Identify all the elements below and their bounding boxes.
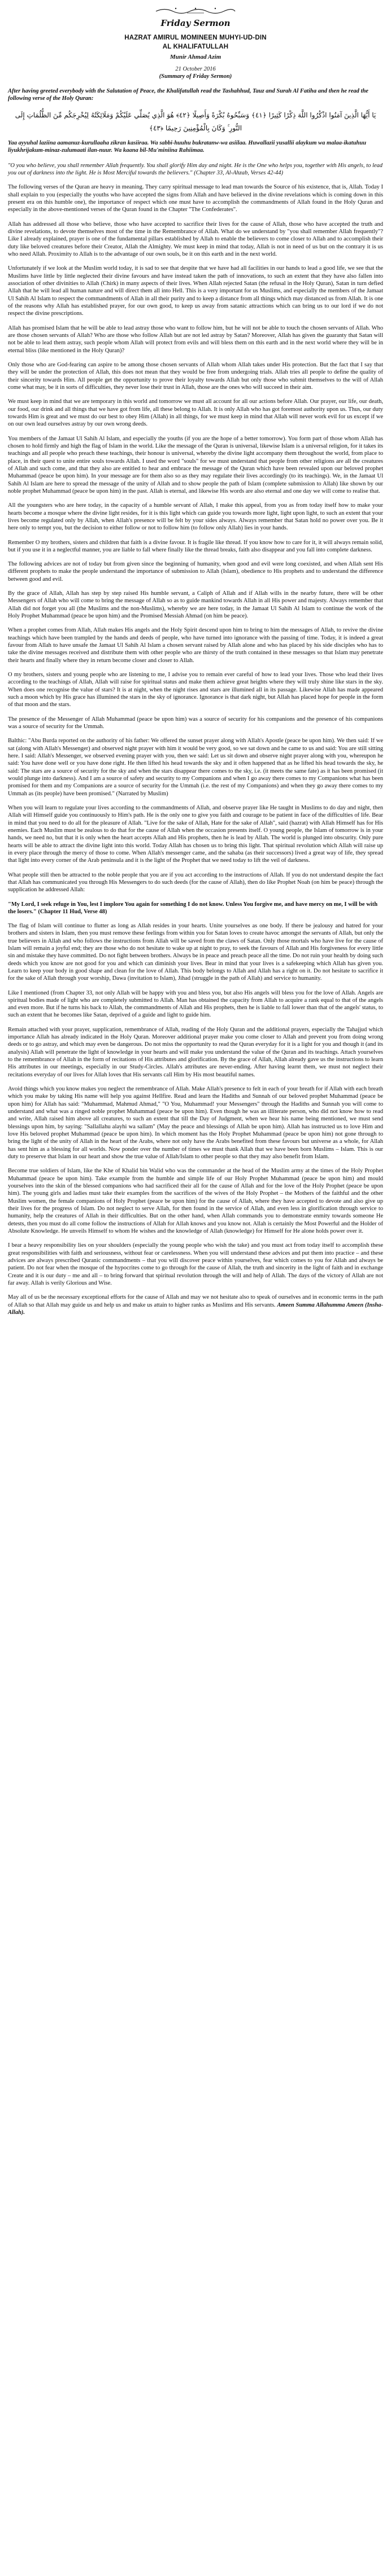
calligraphy-ornament-icon [153, 6, 238, 14]
verse-translation: "O you who believe, you shall remember Allah frequently. You shall glorify Him day and night. He is the One who helps you, together with His angels, to lead you out of darkness into the light. He is Most Merciful towards the believers." (Chapter 33, Al-Ahzab, Verses 42-44) [8, 163, 383, 177]
paragraph: When a prophet comes from Allah, Allah makes His angels and the Holy Spirit descend upon him to bring to him the messages of Allah, to revive the divine teachings which have been trampled by the hands and deeds of people, who have turned into ignorance with the passing of time. Today, it is indeed a great favour from Allah to have unsafe the Jamaat Ul Sahih Al Islam a chosen servant raised by Allah alone and who has placed by his side disciples who has to take the divine messages received and distribute them with other people who are thirsty of the truth contained in these messages so that Islam may penetrate their hearts and finally where they in return become closer and closer to Allah. [8, 627, 383, 664]
paragraph: Unfortunately if we look at the Muslim world today, it is sad to see that despite that we have had all facilities in our hands to lead a good life, we see that the Muslims have little by little neglected their divine favours and have instead taken the path of innovations, to such an extent that they have also fallen into association of other divinities to Allah (Chirk) in many aspects of their lives. When Allah rejected Satan (the refusal in the Holy Quran), Satan in turn defied Allah that he will lead all human nature and will direct them all into Hell. This is a very important for us Muslims, and especially the members of the Jamaat Ul Sahih Al Islam to respect the commandments of Allah in all their purity and to keep a distance from all things which may distanced us from Allah. It is one of the reasons why Allah has established prayer, for our own good, to keep us away from satanic attractions which can bring us to our lord if we do not respect the divine prescriptions. [8, 265, 383, 317]
page-title-line-1: HAZRAT AMIRUL MOMINEEN MUHYI-UD-DIN [124, 34, 267, 41]
paragraph: Remember O my brothers, sisters and children that faith is a divine favour. It is fragile like thread. If you know how to care for it, it will always remain solid, but if you use it in a neglectful manner, you are liable to fall where finally like the thread breaks, faith also disappear and you fall into complete darkness. [8, 539, 383, 553]
paragraph: Become true soldiers of Islam, like the Khe of Khalid bin Walid who was the commander at the head of the Muslim army at the times of the Holy Prophet Muhammad (peace be upon him). Take example from the humble and simple life of our Holy Prophet Muhammad (peace be upon him) and mould yourselves into the skin of the blessed companions who had sacrificed their all for the cause of Allah and for the love of the Holy Prophet (peace be upon him). The young girls and ladies must take their examples from the sacrifices of the wives of the Holy Prophet – the Mothers of the faithful and the other Muslim women, the female companions of Holy Prophet (peace be upon him) for the cause of Allah, where they have accepted to devote and also give up their lives for the progress of Islam. Do not neglect to serve Allah, for then found in the service of Allah, and even less in glorification through service to humanity, help the creatures of Allah in their difficulties. But on the other hand, when Allah commands you to demonstrate enmity towards someone He detests, then you must do all come follow the instructions of Allah for Allah knows and you know not. Allah is certainly the Most Powerful and the Holder of Absolute Knowledge. He unveils Himself to whom He wishes and the knowledge of Allah (knowledge) for Himself for He alone holds power over it. [8, 1168, 383, 1235]
closing-paragraph [8, 1294, 383, 1316]
summary-note: (Summary of Friday Sermon) [159, 73, 232, 80]
paragraph: Allah has promised Islam that he will be able to lead astray those who want to follow him, but he will not be able to touch the chosen servants of Allah. Who are those chosen servants of Allah? Who are those who follow Allah but are not led astray by Satan? Moreover, Allah has given the guaranty that Satan will not be able to lead them astray, such people whom Allah will protect from evils and will bless them on this earth and in the next world where they will be in eternal bliss (like mentioned in the Holy Quran)? [8, 325, 383, 354]
paragraph: O my brothers, sisters and young people who are listening to me, I advise you to remain ever careful of how to lead your lives. Those who lead their lives according to the teachings of Allah, Allah will raise for spiritual status and make them achieve great heights where they will truly shine like stars in the sky. When does one recognise the value of stars? It is at night, when the night rises and stars are illumined all in its passage. Likewise Allah has made appeared such a moon which by His grace has illumined the stars in the sky of ignorance. Ignorance is that dark night, but Allah has placed hope for people in the form of that moon and the stars. [8, 672, 383, 708]
author-name: Munir Ahmad Azim [170, 54, 221, 61]
sermon-body-continued [8, 922, 383, 1287]
verse-transliteration: Yaa ayyuhal laziina aamanuz-kurullaaha zikran kasiiraa. Wa sabbi-huuhu bukratanw-wa asiilaa. Huwallazii yusallii alaykum wa malaa-ikatuhuu liyukhrijakum-minaz-zulumaati ilan-nuur. Wa kaana bil-Mu'miniina Rahiimaa. [8, 139, 367, 154]
paragraph: The following advices are not of today but from given since the beginning of humanity, when good and evil were long coexisted, and when Allah sent His different prophets to make the people understand the importance of submission to Allah (Islam), obedience to His prophets and to understand the difference between good and evil. [8, 561, 383, 582]
closing-ameen: Ameen Summa Allahumma Ameen (Insha-Allah). [8, 1302, 384, 1316]
paragraph: Remain attached with your prayer, supplication, remembrance of Allah, reading of the Holy Quran and the additional prayers, especially the Tahajjud which importance Allah has already indicated in the Holy Quran. Moreover additional prayer make you come closer to Allah and prevent you from doing wrong deeds or to go astray, and which may even be dangerous. Do not miss the opportunity to read the Quran everyday for it is a light for you and though it (and its analysis) Allah will penetrate the light of knowledge in your hearts and will make you understand the value of the Quran and its teachings. Attach yourselves to the remembrance of Allah in the form of recitations of His attributes and glorification. By the grace of Allah, Allah already gave us the instructions to learn His attributes in our meetings, especially in our Study-Circles. Allah's attributes are never-ending. After having learnt them, we must not neglect their recitations everyday of our lives for Allah loves that His servants call Him by His most beautiful names. [8, 1026, 383, 1078]
paragraph: The flag of Islam will continue to flutter as long as Allah resides in your hearts. Unite yourselves as one body. If there be jealousy and hatred for your brothers and sisters in Islam, then you must remove these feelings from within you for Satan loves to create havoc amongst the servants of Allah, but only the true believers in Allah and who follows the instructions from Allah will be saved from the claws of Satan. Only those mortals who have live for the cause of Islam will remain a joyful end; they are those who do not hesitate to wake up at night to pray, to seek the favours of Allah and His forgiveness for every little sin and mistake they have committed. Do not fight between brothers. Always be in peace and preach peace all the time. Do not ruin your health by doing such deeds which you know are not good for you and which can diminish your lives. Bear in mind that your lives is a safekeeping which Allah has given you. Learn to keep your body in good shape and clean for the love of Allah. This body belongs to Allah and Allah has a right on it. Do not hesitate to sacrifice it for the sake of Allah through your worship, Dawa (invitation to Islam), Jihad (struggle in the path of Allah) and service to humanity. [8, 922, 383, 982]
paragraph: The presence of the Messenger of Allah Muhammad (peace be upon him) was a source of security for his companions and the presence of his companions was a source of security for the Ummah. [8, 716, 383, 730]
paragraph: Allah has addressed all those who believe, those who have accepted to sacrifice their lives for the cause of Allah, those who have accepted the truth and divine revelations, to devote themselves most of the time in the Remembrance of Allah. What do we understand by "you shall remember Allah frequently"? Like I already explained, prayer is one of the fundamental pillars established by Allah to enable the believers to come closer to Allah and to accomplish their duty like beloved creatures before their Creator, Allah the Almighty. We must keep in mind that today, Allah is not in need of us but on the contrary it is us who need Allah. Proximity to Allah is to the advantage of our own souls, be it on this earth and in the next world. [8, 221, 383, 257]
paragraph: Only those who are God-fearing can aspire to be among those chosen servants of Allah whom Allah takes under His protection. But the fact that I say that they will be under the protection of Allah, this does not mean that they would be free from undergoing trials. Allah tries all people to define the quality of their sincerity towards Him. All people get the opportunity to prove their loyalty towards Allah but only those who submit themselves to the will of Allah come what may, be it in sorts of difficulties, they never lose their trust in Allah, those are the ones who will succeed in their aim. [8, 361, 383, 391]
paragraph: Avoid things which you know makes you neglect the remembrance of Allah. Make Allah's presence to felt in each of your breath for if Allah with each breath which you make by taking His name will help you against Hellfire. Read and learn the Hadiths and Sunnah of our beloved prophet Muhammad (peace be upon him) for Allah has said: "Muhammad, Mahmud Ahmad," "O You, Muhammad! your Messengers" through the Hadiths and Sunnah you will come to understand and what was a ringed noble prophet Muhammad (peace be upon him). Even though he was an illiterate person, who did not know how to read and write, Allah raised him above all creatures, to such an extent that till the Day of Judgment, when we hear his name being mentioned, we must send blessings upon him, by saying: "Sallallahu alayhi wa sallam" (May the peace and blessings of Allah be upon him). Allah has instructed us to love Him and love His beloved prophet Muhammad (peace be upon him). In which moment has the Holy Prophet Muhammad (peace be upon him) not gone through to bring the light of the unity of Allah in the heart of the Arabs, where not only have the Arabs benefited from these favours but universe as a whole, for Allah has sent him as a blessing for all worlds. Now ponder over the number of times we must thank Allah that we have been born Muslims – Islam. This is our duty to preserve that Islam in our heart and show the true value of Allah/Islam to other people so that they may also benefit from Islam. [8, 1086, 383, 1160]
arabic-verse: يَا أَيُّهَا الَّذِينَ آمَنُوا اذْكُرُوا اللَّهَ ذِكْرًا كَثِيرًا ﴿٤١﴾ وَسَبِّحُوهُ بُكْرَةً وَأَصِيلًا ﴿٤٢﴾ هُوَ الَّذِي يُصَلِّي عَلَيْكُمْ وَمَلَائِكَتُهُ لِيُخْرِجَكُم مِّنَ الظُّلُمَاتِ إِلَى النُّورِ ۚ وَكَانَ بِالْمُؤْمِنِينَ رَحِيمًا ﴿٤٣﴾ [15, 111, 376, 133]
page-title-line-2: AL KHALIFATULLAH [162, 43, 229, 50]
intro-paragraph: After having greeted everybody with the Salutation of Peace, the Khalifatullah read the Tashahhud, Tauz and Surah Al Fatiha and then he read the following verse of the Holy Quran: [8, 88, 368, 102]
sermon-date: 21 October 2016 [175, 66, 216, 73]
paragraph: By the grace of Allah, Allah has step by step raised His humble servant, a Caliph of Allah and if Allah wills in the nearby future, there will be other Messengers of Allah who will come to bring the message of Allah so as to guide mankind towards Allah in all His power and majesty. Always remember that Allah did not forget you all (the Muslims and the non-Muslims), whereby we are here today, in the Jamaat Ul Sahih Al Islam to continue the work of the Holy Prophet Muhammad (peace be upon him) and the Promised Messiah Ahmad (on him be peace). [8, 590, 383, 620]
paragraph: Like I mentioned (from Chapter 33, not only Allah will be happy with you and bless you, but also His angels will bless you for the love of Allah. Angels are spiritual bodies made of light who are completely submitted to Allah. Man has obtained the capacity from Allah to acquire a rank equal to that of the angels and even more. But if he turns his back to Allah, the commandments of Allah and His prophets, then he is liable to fall lower than that of the angels' status, to such an extent that he becomes like Satan, deprived of a guide and light to guide him. [8, 989, 383, 1019]
sermon-body [8, 183, 383, 893]
closing-text: May all of us be the necessary exceptional efforts for the cause of Allah and may we not hesitate also to speak of ourselves and in economic terms in the path of Allah so that Allah may guide us and help us and make us attain to higher ranks as Muslims and His servants. [8, 1294, 383, 1308]
paragraph: The following verses of the Quran are heavy in meaning. They carry spiritual message to lead man towards the Source of his existence, that is, Allah. Today I shall explain to you (especially the youths who have accepted the signs from Allah and have believed in the divine revelations which is coming down in this present era on this humble one), the importance of respect which one must have to accomplish the commandments of Allah found in the Holy Quran and especially in the above-mentioned verses of the Quran found in the Chapter "The Confederates". [8, 184, 383, 213]
sermon-label: Friday Sermon [160, 18, 231, 28]
paragraph: I bear a heavy responsibility lies on your shoulders (especially the young people who wish the take) and you must act from today itself to accomplish these great responsibilities with faith and seriousness, without fear or carelessness. When you will understand these advices and put them into practice – and these advices are always prescribed Quranic commandments – that you will discover peace within yourselves, fear which comes to you for Allah and always be patient. Do not fear when the mosque of the hypocrites come to go through for the cause of Allah, the truth and sincerity in the light of faith and in exchange Create and it is our duty – me and all – to bring forward that spiritual revolution through the will and help of Allah. The days of the victory of Allah are not far away. Allah is verily Glorious and Wise. [8, 1242, 383, 1286]
bismillah-ornament [8, 6, 383, 15]
noah-prayer-quote: "My Lord, I seek refuge in You, lest I implore You again for something I do not know. Unless You forgive me, and have mercy on me, I will be with the losers." (Chapter 11 Hud, Verse 48) [8, 901, 378, 915]
paragraph: We must keep in mind that we are temporary in this world and tomorrow we must all account for all our actions before Allah. Our prayer, our life, our death, our food, our drink and all things that we have got from life, all these belong to Allah. It is only Allah who has got foremost authority upon us. Thus, our duty towards Him is great and we must do our best to obey Him (Allah) in all things, for we must keep in mind that Allah will never work evil for us except if we on our own lead ourselves astray by our own wrong deeds. [8, 398, 383, 428]
paragraph: What people still then be attracted to the noble people that you are if you act according to the instructions of Allah. If you do not understand despite the fact that Allah has communicated you through His Messengers to do such deeds (for the cause of Allah), then do like Prophet Noah (on him be peace) through the supplication he addressed Allah: [8, 871, 383, 893]
paragraph: All the youngsters who are here today, in the capacity of a humble servant of Allah, I make this appeal, from you as from today itself how to make your hearts become a mosque where the divine light resides, for it is this light which can guide you towards more light, light upon light, to such an extent that your lives become regulated only by Allah, when Allah's presence will be felt by your sides always. Always remember that Satan hold no power over you. Be it here only to tempt you, but the decision to either follow or not to follow him (to follow only Allah) lies in your hands. [8, 502, 383, 532]
hadith-paragraph: Balthic: "Abu Burda reported on the authority of his father: We offered the sunset prayer along with Allah's Apostle (peace be upon him). We then said: If we sat (along with Allah's Messenger) and observed night prayer with him it would be very good, so we sat down and he came to us and said: You are still sitting here. I said: Allah's Messenger, we observed evening prayer with you, then we said: Let us sit down and observe night prayer along with you, whereupon he said: You have done well or you have done right. He then lifted his head towards the sky and it often happened that as he lifted his head towards the sky, he said: The stars are a source of security for the sky and when the stars disappear there comes to the sky, i.e. (it meets the same fate) as it has been promised (it would plunge into darkness). And I am a source of safety and security to my Companions and when I go away there comes to my Companions what has been promised for them and my Companions are a source of security for the Ummah (i.e. the rest of my Companions) and when they go away there comes to my Ummah as (its people) have been promised." (Narrated by Muslim) [8, 738, 383, 797]
paragraph: When you will learn to regulate your lives according to the commandments of Allah, and observe prayer like He taught in Muslims to do day and night, then Allah will Himself guide you continuously to Him's path. He is the only one to give you faith and courage to be patient in face of the difficulties of life. Bear in mind that you need to do all for the pleasure of Allah. "Live for the sake of Allah, Hate for the sake of Allah", said (hazrat) with Allah Himself has for His enemies. Each Muslim must be zealous to do that for the cause of Allah when the occasion presents itself. O young people, the Islam of tomorrow is in your hands, we need no, but that it is only when the heart accepts Allah and His prophets, then he is lead by Allah. The world is plunged into obscurity. Only pure hearts will be able to attract the divine light into this world. Today Allah has chosen us to bring this light. That spiritual revolution which Allah will raise up in every place through the mercy of those to come. When Allah's messenger came, and the sahaba (as their successors) lived a great way of life, they spread that light into every corner of the Arab peninsula and it is the light of the Prophet that we need today to lift the veil of darkness. [8, 805, 383, 864]
paragraph: You members of the Jamaat Ul Sahih Al Islam, and especially the youths (if you are the hope of a better tomorrow). You form part of those whom Allah has chosen to hold firmly and high the flag of Islam in the world. Like the message of the Quran is universal, likewise Islam is a universal religion, for it takes its teachings and all people who preach these teachings, their honour is universal, whereby the divine light accompany them throughout the world, from place to place, in their quest to unite entire souls towards Allah. I used the word "souls" for we must understand that people from other religions are all the creatures of Allah and such come, and that they also are entitled to hear and embrace the message of the Quran which have been revealed upon our beloved prophet Muhammad (peace be upon him). In your message are for them also so as they may regulate their lives accordingly (to its teachings). We, in the Jamaat Ul Sahih Al Islam are here to spread the message of the unity of Allah and to show people the path of Islam (complete submission to Allah) like shown by our noble prophet Muhammad (peace be upon him) in the past. Allah is eternal, and likewise His words are also eternal and one day we will come to realise that. [8, 435, 383, 494]
